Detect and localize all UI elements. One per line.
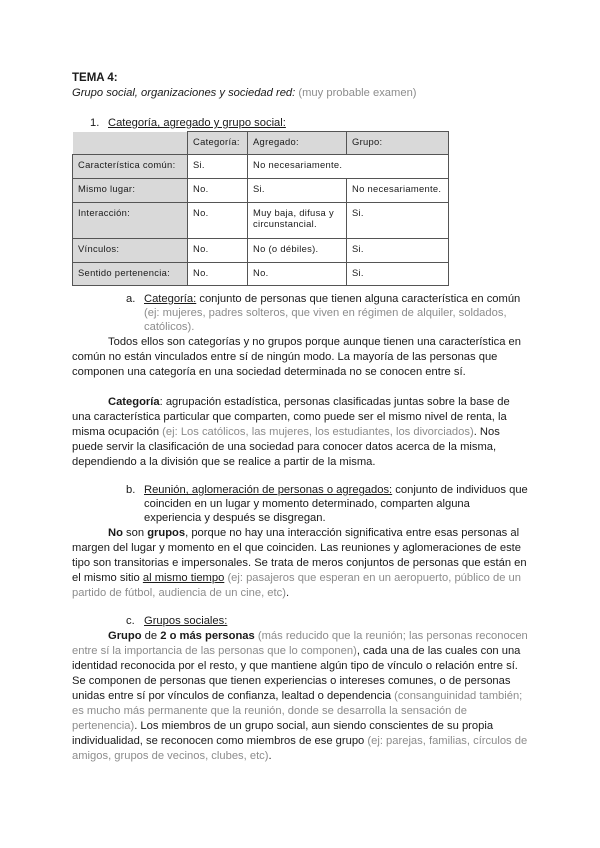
section-heading [90,117,286,129]
paragraph-text: . Nos puede servir la clasificación de una sociedad para conocer datos acerca de la misma, dependiendo a la división que se realice a partir de la misma. [72,426,500,468]
table-corner-cell [73,132,188,155]
paragraph-text: . Los miembros de un grupo social, aun siendo conscientes de su propia individualidad, se reconocen como miembros de ese grupo [72,720,494,747]
paragraph-text: : agrupación estadística, personas clasificadas juntas sobre la base de una característica particular que comparten, como puede ser el mismo nivel de renta, la misma ocupación [72,396,510,438]
table-row-label: Mismo lugar: [73,179,188,203]
bold-grupos: grupos [147,527,186,539]
underlined-text: al mismo tiempo [142,572,225,584]
table-cell: No. [188,179,248,203]
table-row [73,263,449,286]
page-subtitle [72,87,417,99]
paragraph: Todos ellos son categorías y no grupos porque aunque tienen una característica en común no están vinculados entre sí de ningún modo. La mayoría de las personas que componen una categoría en una sociedad determinada no se conocen entre sí. [72,336,521,378]
example-text: (ej: mujeres, padres solteros, que viven en régimen de alquiler, soldados, católicos). [144,307,507,334]
table-cell: Si. [347,203,449,239]
table-row [73,179,449,203]
bold-no: No [108,527,123,539]
table-cell: No. [188,263,248,286]
table-row-label: Sentido pertenencia: [73,263,188,286]
list-item-reunion [126,483,529,526]
paragraph-text: , porque no hay una interacción significativa entre esas personas al margen del lugar y momento en el que coinciden. Las reuniones y aglomeraciones de este tipo son transitorias e impersonales. Se trata de meros conjuntos de personas que están en el mismo sitio [72,527,527,584]
example-text: (ej: Los católicos, las mujeres, los estudiantes, los divorciados) [162,426,474,438]
table-cell: Si. [347,239,449,263]
comparison-table [72,131,449,286]
table-cell: Muy baja, difusa y circunstancial. [248,203,347,239]
paragraph [72,526,528,601]
table-row-label: Interacción: [73,203,188,239]
table-cell: Si. [188,155,248,179]
list-marker: c. [126,615,135,627]
section-title: Categoría, agregado y grupo social: [108,117,286,129]
term-categoria: Categoría: [144,293,197,305]
paragraph-text: . [268,750,272,762]
example-text: (más reducido que la reunión; las personas reconocen entre sí la importancia de las personas que lo componen) [72,630,528,657]
paragraph [72,629,528,764]
table-row [73,239,449,263]
paragraph-text: , cada una de las cuales con una identidad reconocida por el resto, y que mantiene algún tipo de vínculo o relación entre sí. Se componen de personas que tienen experiencias o intereses comunes, o de personas unidas entre sí por vínculos de confianza, lealtad o dependencia [72,645,521,702]
section-number: 1. [90,117,100,129]
table-cell: No. [188,203,248,239]
paragraph-text: de [141,630,161,642]
example-text: (consanguinidad también; es mucho más permanente que la reunión, donde se desarrolla la sensación de pertenencia) [72,690,523,732]
table-row [73,203,449,239]
table-header-cell: Agregado: [248,132,347,155]
table-cell: Si. [248,179,347,203]
example-text: (ej: parejas, familias, círculos de amigos, grupos de vecinos, clubes, etc) [72,735,528,762]
table-row-label: Característica común: [73,155,188,179]
example-text: (ej: pasajeros que esperan en un aeropuerto, público de un partido de fútbol, audiencia de un cine, etc) [72,572,522,599]
term-reunion: Reunión, aglomeración de personas o agregados: [144,484,393,496]
table-cell: No (o débiles). [248,239,347,263]
definition-text: conjunto de personas que tienen alguna característica en común [196,293,521,305]
table-header-cell: Categoría: [188,132,248,155]
subtitle-note: (muy probable examen) [298,87,417,99]
bold-grupo: Grupo [108,630,142,642]
table-cell: No. [248,263,347,286]
list-item-grupos [126,614,529,628]
table-header-row [73,132,449,155]
term-grupos: Grupos sociales: [144,615,228,627]
table-cell: Si. [347,263,449,286]
table-cell: No necesariamente. [248,155,449,179]
paragraph-text: son [122,527,148,539]
table-cell: No necesariamente. [347,179,449,203]
list-marker: b. [126,484,136,496]
paragraph-text: . [285,587,290,599]
table-row-label: Vínculos: [73,239,188,263]
bold-dos-personas: 2 o más personas [160,630,255,642]
table-header-cell: Grupo: [347,132,449,155]
definition-text: conjunto de individuos que coinciden en un lugar y momento determinado, comparten alguna experiencia y después se disgregan. [144,484,528,525]
table-row [73,155,449,179]
page-title: TEMA 4: [72,72,118,84]
paragraph [72,395,528,470]
list-marker: a. [126,293,136,305]
term-categoria-bold: Categoría [108,396,160,408]
list-item-categoria [126,292,529,335]
subtitle-main: Grupo social, organizaciones y sociedad red: [72,87,296,99]
table-cell: No. [188,239,248,263]
